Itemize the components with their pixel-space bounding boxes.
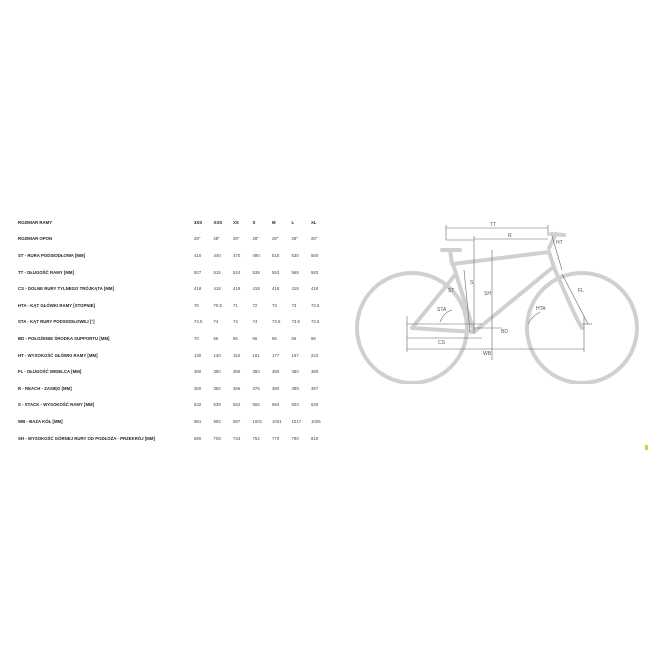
label-ht: HT	[556, 240, 563, 246]
geometry-table-container	[18, 214, 338, 446]
label-s: S	[470, 280, 474, 286]
row-value: 680	[194, 435, 202, 441]
table-row	[18, 397, 331, 414]
geometry-table	[18, 214, 331, 446]
row-value: 73.5	[272, 319, 281, 325]
row-value: 410	[194, 252, 202, 258]
row-value: 560	[311, 252, 319, 258]
row-value: 130	[194, 352, 202, 358]
row-value: 66	[252, 335, 258, 341]
row-value: 539	[213, 402, 221, 408]
row-value: 380	[311, 369, 319, 375]
row-value: 161	[252, 352, 260, 358]
row-value: 629	[311, 402, 319, 408]
row-value: 603	[291, 402, 299, 408]
bike-frame	[412, 234, 582, 332]
size-header: XS	[233, 219, 239, 225]
row-value: 752	[252, 435, 260, 441]
row-value: 418	[213, 286, 221, 292]
row-value: 1001	[252, 418, 263, 424]
row-value: 70.5	[213, 302, 222, 308]
row-value: 66	[272, 335, 277, 341]
row-value: 418	[311, 286, 319, 292]
row-value: 418	[291, 286, 299, 292]
size-header: S	[252, 219, 256, 225]
row-value: 360	[194, 385, 202, 391]
row-value: 376	[252, 385, 260, 391]
row-value: 568	[291, 269, 299, 275]
label-cs: CS	[438, 340, 445, 346]
size-header: M	[272, 219, 276, 225]
row-label: ROZMIAR OPON	[18, 236, 53, 242]
row-value: 360	[213, 385, 221, 391]
table-row	[18, 363, 331, 380]
row-value: 28"	[291, 236, 298, 242]
table-row	[18, 314, 331, 331]
table-row	[18, 297, 331, 314]
row-value: 152	[233, 352, 241, 358]
table-row	[18, 231, 331, 248]
row-value: 583	[311, 269, 319, 275]
row-label: SH - WYSOKOŚĆ GÓRNEJ RURY OD PODŁOŻA - PRZEKRÓJ [MM]	[18, 435, 155, 441]
row-value: 140	[213, 352, 221, 358]
row-value: 73	[272, 302, 277, 308]
row-label: HTA - KĄT GŁÓWKI RAMY [STOPNIE]	[18, 302, 96, 308]
row-label: R - REACH - ZASIĘG [MM]	[18, 385, 72, 391]
row-value: 73.5	[291, 319, 300, 325]
row-label: S - STACK - WYSOKOŚĆ RAMY [MM]	[18, 402, 95, 408]
row-value: 28"	[252, 236, 259, 242]
row-value: 73.5	[311, 319, 320, 325]
table-row	[18, 430, 331, 447]
row-value: 997	[233, 418, 241, 424]
row-value: 790	[291, 435, 299, 441]
row-value: 991	[194, 418, 202, 424]
row-value: 66	[291, 335, 297, 341]
row-value: 510	[272, 252, 280, 258]
table-row	[18, 264, 331, 281]
row-value: 28"	[311, 236, 318, 242]
table-row	[18, 347, 331, 364]
row-value: 818	[311, 435, 319, 441]
row-value: 380	[194, 369, 202, 375]
row-value: 66	[213, 335, 219, 341]
row-value: 380	[213, 369, 221, 375]
row-value: 418	[233, 286, 241, 292]
row-value: 553	[272, 269, 280, 275]
row-value: 708	[213, 435, 221, 441]
row-label: BD - POŁOŻENIE ŚRODKA SUPPORTU [MM]	[18, 335, 110, 341]
row-value: 490	[252, 252, 260, 258]
row-value: 389	[291, 385, 299, 391]
label-tt: TT	[490, 222, 497, 228]
row-value: 28"	[213, 236, 220, 242]
row-value: 71	[233, 302, 238, 308]
table-header-row	[18, 214, 331, 231]
row-value: 74.5	[194, 319, 203, 325]
label-bd: BD	[501, 329, 508, 335]
table-row	[18, 380, 331, 397]
table-row	[18, 330, 331, 347]
row-value: 515	[213, 269, 221, 275]
label-st: ST	[448, 288, 455, 294]
accent-marker	[645, 445, 648, 450]
row-value: 222	[311, 352, 319, 358]
row-value: 418	[272, 286, 280, 292]
row-value: 74	[233, 319, 238, 325]
row-value: 380	[233, 369, 241, 375]
table-row	[18, 247, 331, 264]
size-header: XXS	[213, 219, 223, 225]
row-value: 440	[213, 252, 221, 258]
table-row	[18, 280, 331, 297]
row-label: FL - DŁUGOŚĆ WIDELCA [MM]	[18, 369, 82, 375]
row-value: 538	[252, 269, 260, 275]
label-sh: SH	[484, 291, 491, 297]
row-value: 552	[233, 402, 241, 408]
row-value: 72	[252, 302, 258, 308]
row-value: 380	[272, 385, 280, 391]
row-value: 524	[233, 269, 241, 275]
row-value: 66	[311, 335, 316, 341]
row-value: 73.5	[311, 302, 320, 308]
row-label: WB - BAZA KÓŁ [MM]	[18, 418, 63, 424]
label-fl: FL	[578, 288, 584, 294]
label-sta: STA	[437, 307, 447, 313]
label-wb: WB	[483, 351, 492, 357]
row-value: 380	[291, 369, 299, 375]
row-value: 66	[233, 335, 238, 341]
row-value: 380	[252, 369, 260, 375]
table-row	[18, 413, 331, 430]
row-value: 197	[291, 352, 299, 358]
bike-geometry-diagram	[352, 212, 642, 384]
row-value: 734	[233, 435, 241, 441]
row-value: 1017	[291, 418, 302, 424]
label-r: R	[508, 233, 512, 239]
row-value: 1026	[311, 418, 321, 424]
row-value: 507	[194, 269, 202, 275]
row-value: 1001	[272, 418, 282, 424]
size-header: XL	[311, 219, 317, 225]
row-value: 565	[252, 402, 260, 408]
header-label: ROZMIAR RAMY	[18, 219, 53, 225]
row-value: 28"	[233, 236, 240, 242]
row-value: 74	[213, 319, 219, 325]
row-value: 177	[272, 352, 280, 358]
row-label: ST - RURA PODSIODŁOWA [MM]	[18, 252, 86, 258]
size-header: L	[291, 219, 295, 225]
table-body	[18, 231, 331, 447]
row-value: 418	[194, 286, 202, 292]
row-value: 73	[291, 302, 297, 308]
row-label: TT - DŁUGOŚĆ RAMY [MM]	[18, 269, 74, 275]
label-hta: HTA	[536, 306, 546, 312]
row-value: 366	[233, 385, 241, 391]
row-value: 70	[194, 335, 199, 341]
row-value: 397	[311, 385, 319, 391]
row-label: CS - DOLNE RURY TYLNEGO TRÓJKĄTA [MM]	[18, 286, 114, 292]
row-value: 380	[272, 369, 280, 375]
row-value: 770	[272, 435, 280, 441]
row-value: 28"	[194, 236, 201, 242]
row-value: 470	[233, 252, 241, 258]
row-value: 418	[252, 286, 260, 292]
row-label: STA - KĄT RURY PODSIODŁOWEJ [°]	[18, 319, 95, 325]
row-value: 74	[252, 319, 258, 325]
row-value: 992	[213, 418, 221, 424]
row-value: 532	[194, 402, 202, 408]
row-value: 70	[194, 302, 199, 308]
row-value: 28"	[272, 236, 279, 242]
row-label: HT - WYSOKOŚĆ GŁÓWKI RAMY [MM]	[18, 352, 98, 358]
row-value: 584	[272, 402, 280, 408]
size-header: 3XS	[194, 219, 203, 225]
row-value: 530	[291, 252, 299, 258]
